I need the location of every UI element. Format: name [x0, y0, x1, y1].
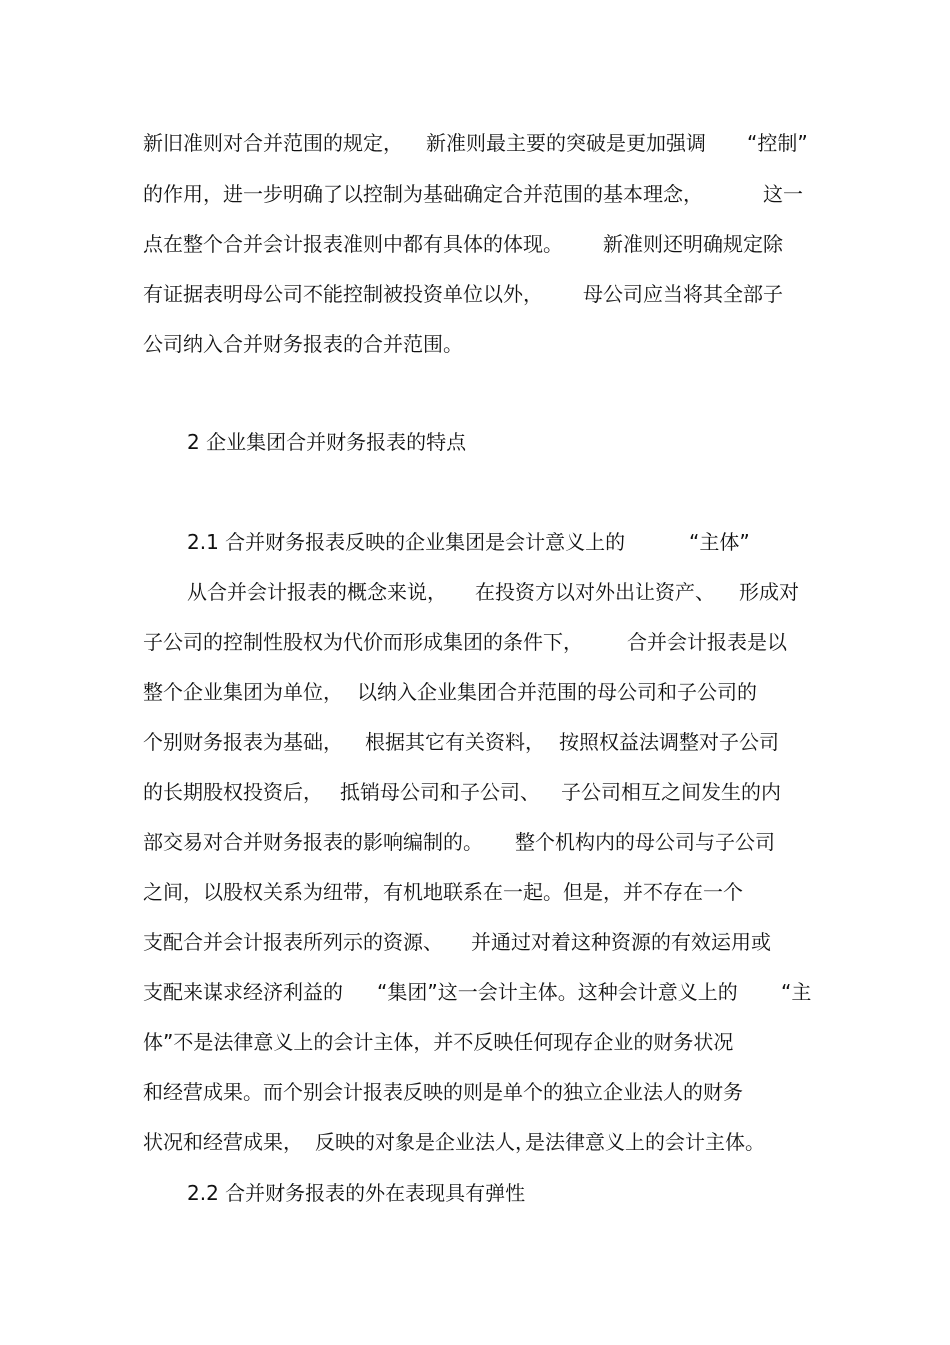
paragraph-line [143, 629, 813, 655]
subsection-heading [187, 529, 807, 555]
text-segment: 个别财务报表为基础， [143, 730, 343, 754]
text-segment: 母公司应当将其全部子 [583, 282, 783, 306]
paragraph-line [143, 879, 813, 905]
paragraph-line [143, 979, 813, 1005]
heading-text: 2 企业集团合并财务报表的特点 [187, 430, 467, 454]
text-segment: 新准则最主要的突破是更加强调 [426, 131, 706, 155]
paragraph-line [143, 829, 813, 855]
paragraph-line [187, 579, 813, 605]
text-segment: 并通过对着这种资源的有效运用或 [471, 930, 771, 954]
text-segment: 形成对 [739, 580, 799, 604]
text-segment: 抵销母公司和子公司、 [340, 780, 540, 804]
text-segment: 状况和经营成果， [143, 1130, 303, 1154]
paragraph-line [143, 679, 813, 705]
paragraph-line [143, 779, 813, 805]
text-segment: 公司纳入合并财务报表的合并范围。 [143, 332, 463, 356]
text-segment: 这一 [763, 182, 803, 206]
text-segment: 部交易对合并财务报表的影响编制的。 [143, 830, 483, 854]
paragraph-line [143, 729, 813, 755]
text-segment: “主 [781, 980, 812, 1004]
text-segment: 子公司的控制性股权为代价而形成集团的条件下， [143, 630, 583, 654]
paragraph-line [143, 181, 813, 207]
text-segment: 合并会计报表是以 [627, 630, 787, 654]
paragraph-line [143, 1129, 813, 1155]
text-segment: 点在整个合并会计报表准则中都有具体的体现。 [143, 232, 563, 256]
paragraph-line [143, 1029, 813, 1055]
section-heading [187, 429, 787, 455]
text-segment: 新准则还明确规定除 [603, 232, 783, 256]
text-segment: 支配来谋求经济利益的 [143, 980, 343, 1004]
paragraph-line [143, 929, 813, 955]
heading-text: “主体” [689, 530, 750, 554]
text-segment: 子公司相互之间发生的内 [561, 780, 781, 804]
text-segment: 整个企业集团为单位， [143, 680, 343, 704]
heading-text: 2.1 合并财务报表反映的企业集团是会计意义上的 [187, 530, 626, 554]
text-segment: 之间，以股权关系为纽带，有机地联系在一起。但是，并不存在一个 [143, 880, 743, 904]
text-segment: “集团”这一会计主体。这种会计意义上的 [377, 980, 738, 1004]
text-segment: 支配合并会计报表所列示的资源、 [143, 930, 443, 954]
text-segment: 以纳入企业集团合并范围的母公司和子公司的 [357, 680, 757, 704]
text-segment: 的长期股权投资后， [143, 780, 323, 804]
text-segment: 根据其它有关资料， [365, 730, 545, 754]
text-segment: 新旧准则对合并范围的规定， [143, 131, 403, 155]
text-segment: 和经营成果。而个别会计报表反映的则是单个的独立企业法人的财务 [143, 1080, 743, 1104]
paragraph-line [143, 231, 813, 257]
text-segment: 整个机构内的母公司与子公司 [515, 830, 775, 854]
text-segment: 在投资方以对外出让资产、 [475, 580, 715, 604]
text-segment: 反映的对象是企业法人， [315, 1130, 535, 1154]
text-segment: 的作用，进一步明确了以控制为基础确定合并范围的基本理念， [143, 182, 703, 206]
text-segment: “控制” [747, 131, 808, 155]
paragraph-line [143, 130, 813, 156]
subsection-heading [187, 1180, 787, 1206]
text-segment: 有证据表明母公司不能控制被投资单位以外， [143, 282, 543, 306]
paragraph-line [143, 281, 813, 307]
text-segment: 是法律意义上的会计主体。 [525, 1130, 765, 1154]
text-segment: 体”不是法律意义上的会计主体，并不反映任何现存企业的财务状况 [143, 1030, 734, 1054]
paragraph-line [143, 1079, 813, 1105]
heading-text: 2.2 合并财务报表的外在表现具有弹性 [187, 1181, 526, 1205]
text-segment: 从合并会计报表的概念来说， [187, 580, 447, 604]
text-segment: 按照权益法调整对子公司 [559, 730, 779, 754]
paragraph-line [143, 331, 813, 357]
